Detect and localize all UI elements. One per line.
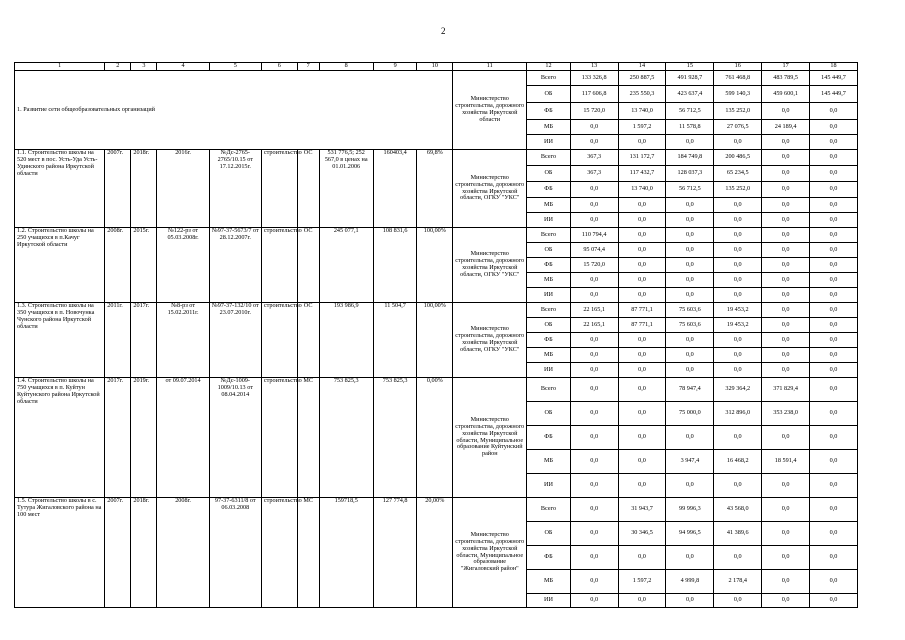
funding-value: 235 550,3 (618, 86, 666, 103)
funding-value: 0,0 (618, 213, 666, 228)
funding-value: 22 165,1 (570, 303, 618, 318)
funding-source: ФБ (527, 426, 571, 450)
funding-value: 0,0 (570, 570, 618, 594)
funding-value: 19 453,2 (714, 318, 762, 333)
funding-value: 0,0 (810, 198, 858, 213)
funding-value: 0,0 (714, 333, 762, 348)
funding-value: 0,0 (618, 474, 666, 498)
funding-source: ИИ (527, 213, 571, 228)
funding-value: 761 468,8 (714, 71, 762, 86)
funding-value: 13 740,0 (618, 182, 666, 198)
executor: Министерство строительства, дорожного хозяйства Иркутской области, Муниципальное образование Куйтунский район (453, 378, 527, 498)
funding-value: 0,0 (714, 198, 762, 213)
funding-value: 312 896,0 (714, 402, 762, 426)
funding-value: 1 597,2 (618, 570, 666, 594)
start-year: 2007г. (105, 498, 131, 608)
funding-value: 0,0 (714, 594, 762, 608)
funding-value: 0,0 (570, 288, 618, 303)
column-number: 11 (453, 63, 527, 71)
funding-value: 0,0 (762, 103, 810, 120)
funding-value: 0,0 (810, 498, 858, 522)
funding-value: 0,0 (762, 594, 810, 608)
funding-source: ИИ (527, 363, 571, 378)
funding-value: 0,0 (762, 522, 810, 546)
funding-value: 0,0 (666, 198, 714, 213)
funding-value: 0,0 (714, 348, 762, 363)
funding-source: ОБ (527, 522, 571, 546)
funding-source: ИИ (527, 288, 571, 303)
remaining-cost: 753 825,3 (373, 378, 417, 498)
funding-value: 0,0 (570, 450, 618, 474)
funding-value: 0,0 (714, 273, 762, 288)
funding-value: 16 468,2 (714, 450, 762, 474)
funding-value: 0,0 (762, 426, 810, 450)
funding-source: МБ (527, 450, 571, 474)
work-type: строительство (261, 303, 297, 378)
funding-value: 0,0 (618, 378, 666, 402)
column-number: 6 (261, 63, 297, 71)
funding-value: 0,0 (666, 228, 714, 243)
funding-value: 0,0 (810, 213, 858, 228)
expertise-doc: №Дс-2765-2765/10.15 от 17.12.2015г. (209, 150, 261, 228)
funding-value: 0,0 (618, 546, 666, 570)
estimated-cost: 245 077,1 (319, 228, 373, 303)
funding-value: 0,0 (666, 474, 714, 498)
funding-value: 0,0 (762, 150, 810, 166)
end-year: 2019г. (131, 378, 157, 498)
funding-value: 0,0 (810, 348, 858, 363)
funding-value: 0,0 (810, 522, 858, 546)
funding-value: 0,0 (762, 333, 810, 348)
funding-value: 0,0 (666, 348, 714, 363)
funding-value: 0,0 (570, 594, 618, 608)
funding-value: 0,0 (666, 333, 714, 348)
funding-value: 0,0 (810, 402, 858, 426)
funding-value: 0,0 (570, 546, 618, 570)
funding-value: 0,0 (666, 426, 714, 450)
funding-source: МБ (527, 120, 571, 135)
funding-value: 0,0 (666, 135, 714, 150)
funding-value: 0,0 (714, 546, 762, 570)
funding-value: 131 172,7 (618, 150, 666, 166)
funding-value: 0,0 (762, 258, 810, 273)
estimated-cost: 159718,5 (319, 498, 373, 608)
funding-value: 0,0 (618, 426, 666, 450)
funding-value: 0,0 (618, 243, 666, 258)
funding-value: 0,0 (618, 402, 666, 426)
readiness-percent: 100,00% (417, 228, 453, 303)
executor: Министерство строительства, дорожного хозяйства Иркутской области (453, 71, 527, 150)
funding-value: 0,0 (810, 303, 858, 318)
funding-value: 200 486,5 (714, 150, 762, 166)
funding-value: 110 794,4 (570, 228, 618, 243)
funding-value: 0,0 (762, 198, 810, 213)
object-name: 1.3. Строительство школы на 350 учащихся в п. Новочунка Чунского района Иркутской области (15, 303, 105, 378)
column-number: 9 (373, 63, 417, 71)
funding-value: 0,0 (618, 333, 666, 348)
funding-value: 128 037,3 (666, 166, 714, 182)
funding-source: ОБ (527, 402, 571, 426)
decision-doc: №8-рз от 15.02.2011г. (157, 303, 209, 378)
end-year: 2018г. (131, 498, 157, 608)
funding-value: 0,0 (762, 498, 810, 522)
funding-value: 0,0 (762, 570, 810, 594)
funding-value: 483 789,5 (762, 71, 810, 86)
funding-source: ИИ (527, 474, 571, 498)
funding-source: ОБ (527, 166, 571, 182)
funding-value: 0,0 (666, 273, 714, 288)
funding-value: 0,0 (570, 198, 618, 213)
funding-value: 0,0 (762, 135, 810, 150)
funding-value: 0,0 (810, 546, 858, 570)
funding-value: 18 591,4 (762, 450, 810, 474)
funding-value: 24 189,4 (762, 120, 810, 135)
section-title: 1. Развитие сети общеобразовательных организаций (15, 71, 453, 150)
funding-value: 0,0 (570, 378, 618, 402)
funding-value: 0,0 (762, 318, 810, 333)
funding-value: 0,0 (714, 258, 762, 273)
remaining-cost: 108 831,6 (373, 228, 417, 303)
funding-value: 0,0 (666, 213, 714, 228)
readiness-percent: 100,00% (417, 303, 453, 378)
column-number: 4 (157, 63, 209, 71)
funding-value: 0,0 (762, 228, 810, 243)
funding-source: ФБ (527, 103, 571, 120)
funding-value: 353 238,0 (762, 402, 810, 426)
funding-source: Всего (527, 228, 571, 243)
column-number: 3 (131, 63, 157, 71)
end-year: 2015г. (131, 228, 157, 303)
readiness-percent: 69,8% (417, 150, 453, 228)
funding-value: 78 947,4 (666, 378, 714, 402)
object-name: 1.2. Строительство школы на 250 учащихся в п.Качуг Иркутской области (15, 228, 105, 303)
column-number: 1 (15, 63, 105, 71)
funding-value: 0,0 (570, 522, 618, 546)
funding-value: 0,0 (666, 594, 714, 608)
funding-value: 135 252,0 (714, 182, 762, 198)
funding-value: 0,0 (666, 546, 714, 570)
funding-value: 0,0 (714, 288, 762, 303)
funding-value: 0,0 (810, 474, 858, 498)
funding-value: 31 943,7 (618, 498, 666, 522)
start-year: 2017г. (105, 378, 131, 498)
funding-value: 0,0 (762, 243, 810, 258)
funding-value: 0,0 (810, 228, 858, 243)
column-number: 16 (714, 63, 762, 71)
funding-source: ФБ (527, 333, 571, 348)
funding-value: 0,0 (570, 182, 618, 198)
table-row (15, 71, 858, 86)
start-year: 2007г. (105, 150, 131, 228)
funding-value: 0,0 (618, 594, 666, 608)
page-number: 2 (441, 26, 446, 36)
funding-value: 0,0 (618, 273, 666, 288)
funding-value: 459 600,1 (762, 86, 810, 103)
funding-value: 0,0 (810, 594, 858, 608)
ownership: ОС (297, 303, 319, 378)
funding-value: 87 771,1 (618, 303, 666, 318)
funding-value: 367,3 (570, 166, 618, 182)
funding-value: 0,0 (666, 243, 714, 258)
remaining-cost: 127 774,8 (373, 498, 417, 608)
program-table (14, 62, 858, 608)
funding-value: 423 637,4 (666, 86, 714, 103)
column-number: 14 (618, 63, 666, 71)
start-year: 2011г. (105, 303, 131, 378)
object-name: 1.4. Строительство школы на 750 учащихся в п. Куйтун Куйтунского района Иркутской области (15, 378, 105, 498)
funding-value: 0,0 (714, 213, 762, 228)
funding-value: 15 720,0 (570, 258, 618, 273)
column-number: 5 (209, 63, 261, 71)
expertise-doc: 97-37-6311/8 от 06.03.2008 (209, 498, 261, 608)
funding-value: 0,0 (666, 288, 714, 303)
funding-value: 0,0 (810, 288, 858, 303)
readiness-percent: 0,00% (417, 378, 453, 498)
funding-source: Всего (527, 378, 571, 402)
funding-value: 133 326,8 (570, 71, 618, 86)
funding-value: 0,0 (618, 450, 666, 474)
funding-value: 117 432,7 (618, 166, 666, 182)
funding-value: 0,0 (762, 288, 810, 303)
column-number: 2 (105, 63, 131, 71)
funding-value: 43 568,0 (714, 498, 762, 522)
table-row (15, 303, 858, 318)
funding-value: 0,0 (714, 426, 762, 450)
funding-value: 94 996,5 (666, 522, 714, 546)
funding-value: 0,0 (714, 228, 762, 243)
column-number: 10 (417, 63, 453, 71)
funding-value: 0,0 (570, 273, 618, 288)
funding-value: 0,0 (810, 570, 858, 594)
funding-value: 0,0 (810, 150, 858, 166)
funding-source: ФБ (527, 182, 571, 198)
funding-value: 0,0 (810, 363, 858, 378)
funding-value: 135 252,0 (714, 103, 762, 120)
funding-source: МБ (527, 348, 571, 363)
funding-value: 0,0 (810, 273, 858, 288)
column-number: 7 (297, 63, 319, 71)
funding-value: 3 947,4 (666, 450, 714, 474)
executor: Министерство строительства, дорожного хозяйства Иркутской области, ОГКУ "УКС" (453, 303, 527, 378)
funding-value: 65 234,5 (714, 166, 762, 182)
funding-value: 0,0 (618, 198, 666, 213)
work-type: строительство (261, 498, 297, 608)
ownership: МС (297, 378, 319, 498)
funding-value: 95 074,4 (570, 243, 618, 258)
remaining-cost: 11 504,7 (373, 303, 417, 378)
work-type: строительство (261, 150, 297, 228)
funding-value: 0,0 (810, 318, 858, 333)
funding-value: 0,0 (714, 135, 762, 150)
funding-value: 0,0 (618, 135, 666, 150)
work-type: строительство (261, 228, 297, 303)
funding-value: 30 346,5 (618, 522, 666, 546)
funding-value: 0,0 (570, 498, 618, 522)
funding-source: Всего (527, 71, 571, 86)
decision-doc: 2016г. (157, 150, 209, 228)
funding-value: 0,0 (570, 135, 618, 150)
column-number: 17 (762, 63, 810, 71)
estimated-cost: 193 986,9 (319, 303, 373, 378)
funding-value: 0,0 (762, 303, 810, 318)
funding-value: 329 364,2 (714, 378, 762, 402)
funding-value: 145 449,7 (810, 86, 858, 103)
funding-value: 2 178,4 (714, 570, 762, 594)
estimated-cost: 531 776,5; 252 567,0 в ценах на 01.01.2006 (319, 150, 373, 228)
executor: Министерство строительства, дорожного хозяйства Иркутской области, Муниципальное образование "Жигаловский район" (453, 498, 527, 608)
funding-value: 117 606,8 (570, 86, 618, 103)
funding-value: 371 829,4 (762, 378, 810, 402)
funding-value: 0,0 (570, 363, 618, 378)
end-year: 2018г. (131, 150, 157, 228)
funding-source: ОБ (527, 86, 571, 103)
funding-value: 0,0 (810, 258, 858, 273)
funding-value: 15 720,0 (570, 103, 618, 120)
start-year: 2008г. (105, 228, 131, 303)
funding-value: 0,0 (618, 228, 666, 243)
funding-value: 75 603,6 (666, 303, 714, 318)
funding-value: 75 000,0 (666, 402, 714, 426)
funding-value: 0,0 (762, 546, 810, 570)
funding-value: 0,0 (570, 402, 618, 426)
funding-value: 0,0 (762, 166, 810, 182)
column-number: 15 (666, 63, 714, 71)
funding-value: 13 740,0 (618, 103, 666, 120)
object-name: 1.5. Строительство школы в с. Тутура Жигаловского района на 100 мест (15, 498, 105, 608)
funding-value: 0,0 (618, 363, 666, 378)
funding-value: 0,0 (810, 426, 858, 450)
funding-value: 87 771,1 (618, 318, 666, 333)
funding-value: 0,0 (810, 135, 858, 150)
funding-value: 0,0 (762, 273, 810, 288)
remaining-cost: 160403,4 (373, 150, 417, 228)
table-row (15, 150, 858, 166)
funding-value: 11 578,8 (666, 120, 714, 135)
funding-value: 1 597,2 (618, 120, 666, 135)
work-type: строительство (261, 378, 297, 498)
funding-source: ИИ (527, 594, 571, 608)
funding-value: 0,0 (810, 120, 858, 135)
funding-value: 56 712,5 (666, 182, 714, 198)
expertise-doc: №97-37-5673/7 от 28.12.2007г. (209, 228, 261, 303)
funding-source: Всего (527, 498, 571, 522)
funding-value: 0,0 (570, 474, 618, 498)
funding-value: 599 140,3 (714, 86, 762, 103)
funding-source: ОБ (527, 243, 571, 258)
funding-value: 0,0 (618, 258, 666, 273)
funding-source: МБ (527, 273, 571, 288)
column-number-row (15, 63, 858, 71)
funding-source: Всего (527, 150, 571, 166)
table-row (15, 378, 858, 402)
funding-value: 0,0 (618, 348, 666, 363)
funding-source: Всего (527, 303, 571, 318)
funding-value: 27 076,5 (714, 120, 762, 135)
funding-value: 0,0 (618, 288, 666, 303)
funding-value: 0,0 (762, 182, 810, 198)
ownership: МС (297, 498, 319, 608)
funding-value: 0,0 (810, 243, 858, 258)
funding-value: 0,0 (810, 166, 858, 182)
funding-value: 0,0 (810, 378, 858, 402)
estimated-cost: 753 825,3 (319, 378, 373, 498)
readiness-percent: 20,00% (417, 498, 453, 608)
executor: Министерство строительства, дорожного хозяйства Иркутской области, ОГКУ "УКС" (453, 228, 527, 303)
funding-value: 41 389,6 (714, 522, 762, 546)
funding-value: 56 712,5 (666, 103, 714, 120)
funding-value: 99 996,3 (666, 498, 714, 522)
funding-value: 0,0 (810, 333, 858, 348)
funding-value: 491 928,7 (666, 71, 714, 86)
funding-value: 0,0 (810, 182, 858, 198)
funding-source: ФБ (527, 546, 571, 570)
funding-value: 367,3 (570, 150, 618, 166)
funding-value: 0,0 (714, 363, 762, 378)
decision-doc: от 09.07.2014 (157, 378, 209, 498)
funding-value: 0,0 (570, 213, 618, 228)
funding-value: 75 603,6 (666, 318, 714, 333)
funding-value: 0,0 (666, 363, 714, 378)
table-row (15, 228, 858, 243)
funding-value: 0,0 (762, 213, 810, 228)
funding-value: 250 887,5 (618, 71, 666, 86)
object-name: 1.1. Строительство школы на 520 мест в пос. Усть-Уда Усть-Удинского района Иркутской области (15, 150, 105, 228)
funding-value: 22 165,1 (570, 318, 618, 333)
funding-source: ИИ (527, 135, 571, 150)
end-year: 2017г. (131, 303, 157, 378)
column-number: 13 (570, 63, 618, 71)
funding-value: 0,0 (762, 474, 810, 498)
funding-value: 19 453,2 (714, 303, 762, 318)
decision-doc: №122-рз от 05.03.2008г. (157, 228, 209, 303)
funding-value: 0,0 (762, 348, 810, 363)
funding-source: МБ (527, 198, 571, 213)
expertise-doc: №97-37-132/10 от 23.07.2010г. (209, 303, 261, 378)
funding-value: 0,0 (666, 258, 714, 273)
funding-source: ФБ (527, 258, 571, 273)
funding-value: 145 449,7 (810, 71, 858, 86)
funding-value: 0,0 (570, 348, 618, 363)
funding-value: 0,0 (762, 363, 810, 378)
funding-value: 0,0 (714, 474, 762, 498)
expertise-doc: №Дс-1009-1009/10.13 от 08.04.2014 (209, 378, 261, 498)
funding-source: МБ (527, 570, 571, 594)
decision-doc: 2008г. (157, 498, 209, 608)
funding-value: 0,0 (810, 450, 858, 474)
funding-value: 0,0 (714, 243, 762, 258)
ownership: ОС (297, 150, 319, 228)
column-number: 8 (319, 63, 373, 71)
funding-value: 0,0 (810, 103, 858, 120)
ownership: ОС (297, 228, 319, 303)
funding-value: 0,0 (570, 426, 618, 450)
table-row (15, 498, 858, 522)
executor: Министерство строительства, дорожного хозяйства Иркутской области, ОГКУ "УКС" (453, 150, 527, 228)
funding-value: 0,0 (570, 120, 618, 135)
column-number: 18 (810, 63, 858, 71)
funding-source: ОБ (527, 318, 571, 333)
funding-value: 184 749,8 (666, 150, 714, 166)
funding-value: 0,0 (570, 333, 618, 348)
column-number: 12 (527, 63, 571, 71)
funding-value: 4 999,8 (666, 570, 714, 594)
